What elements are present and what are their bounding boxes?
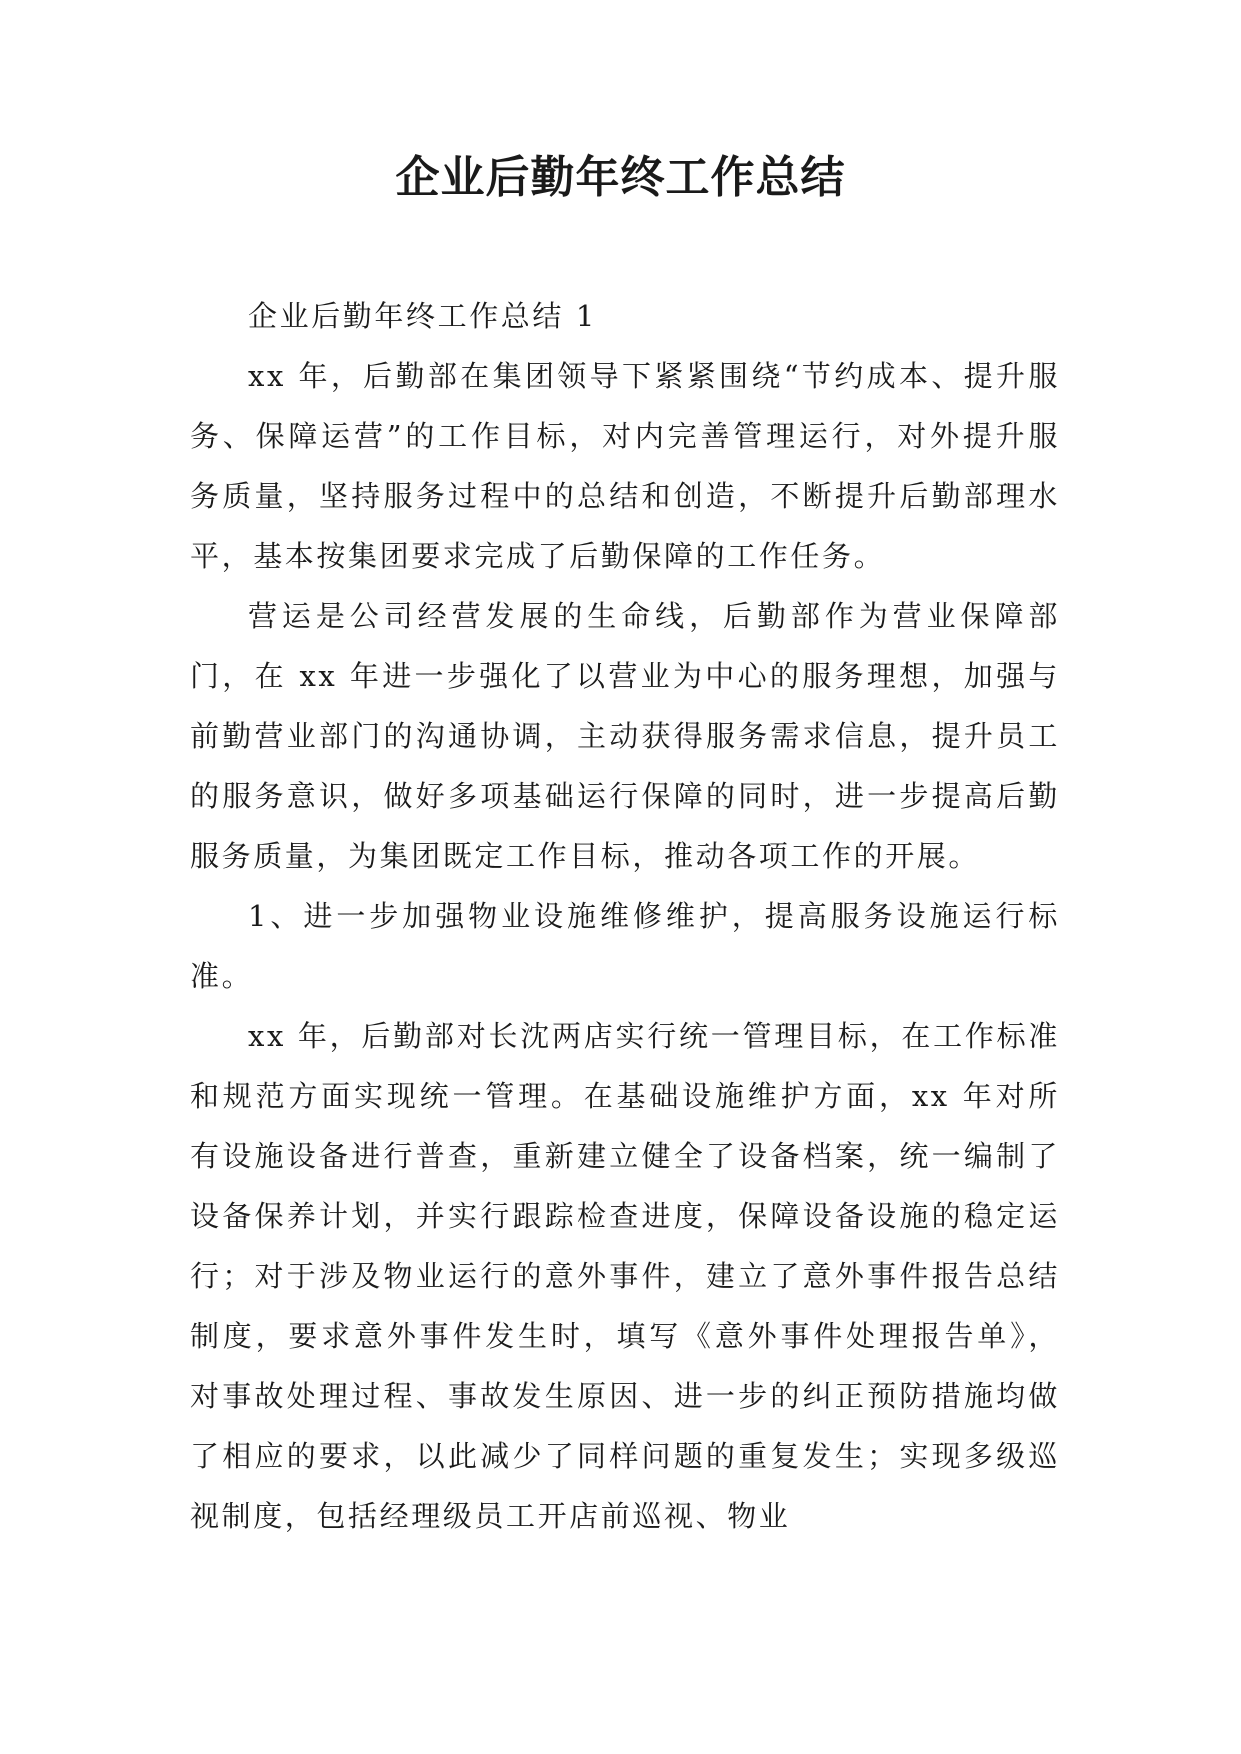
paragraph: xx 年，后勤部在集团领导下紧紧围绕“节约成本、提升服务、保障运营”的工作目标，对内完善管理运行，对外提升服务质量，坚持服务过程中的总结和创造，不断提升后勤部理水平，基本按集团要求完成了后勤保障的工作任务。 bbox=[190, 359, 1060, 573]
paragraph: xx 年，后勤部对长沈两店实行统一管理目标，在工作标准和规范方面实现统一管理。在基础设施维护方面，xx 年对所有设施设备进行普查，重新建立健全了设备档案，统一编制了设备保养计划，并实行跟踪检查进度，保障设备设施的稳定运行；对于涉及物业运行的意外事件，建立了意外事件报告总结制度，要求意外事件发生时，填写《意外事件处理报告单》，对事故处理过程、事故发生原因、进一步的纠正预防措施均做了相应的要求，以此减少了同样问题的重复发生；实现多级巡视制度，包括经理级员工开店前巡视、物业 bbox=[190, 1019, 1060, 1533]
section-heading: 企业后勤年终工作总结 1 bbox=[248, 299, 597, 333]
paragraph: 营运是公司经营发展的生命线，后勤部作为营业保障部门，在 xx 年进一步强化了以营业为中心的服务理想，加强与前勤营业部门的沟通协调，主动获得服务需求信息，提升员工的服务意识，做好多项基础运行保障的同时，进一步提高后勤服务质量，为集团既定工作目标，推动各项工作的开展。 bbox=[190, 599, 1060, 873]
numbered-heading: 1、进一步加强物业设施维修维护，提高服务设施运行标准。 bbox=[190, 899, 1060, 993]
document-body bbox=[190, 286, 1060, 1546]
document-title: 企业后勤年终工作总结 bbox=[395, 152, 846, 203]
